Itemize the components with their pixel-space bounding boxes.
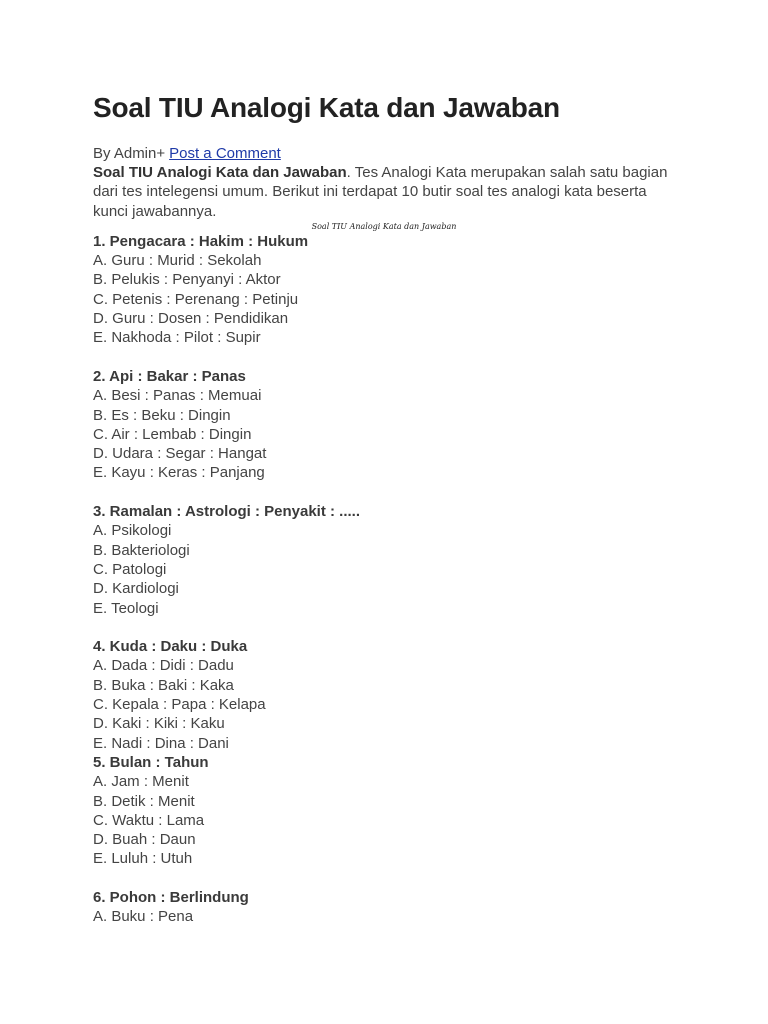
answer-option: A. Dada : Didi : Dadu: [93, 657, 234, 675]
answer-option: B. Detik : Menit: [93, 792, 195, 810]
answer-option: C. Kepala : Papa : Kelapa: [93, 696, 266, 714]
question-block: [93, 232, 675, 348]
question-title: 2. Api : Bakar : Panas: [93, 367, 246, 385]
intro-bold-title: Soal TIU Analogi Kata dan Jawaban: [93, 164, 347, 181]
answer-option: D. Guru : Dosen : Pendidikan: [93, 310, 289, 328]
intro-text: . Tes Analogi Kata merupakan salah satu bagian dari tes intelegensi umum. Berikut ini terdapat 10 butir soal tes analogi kata beserta kunci jawabannya.: [93, 164, 668, 220]
question-block: [93, 753, 675, 869]
answer-option: C. Waktu : Lama: [93, 811, 205, 829]
author-label: By Admin+: [93, 145, 166, 162]
answer-option: B. Es : Beku : Dingin: [93, 406, 231, 424]
question-title: 4. Kuda : Daku : Duka: [93, 638, 248, 656]
article-title: Soal TIU Analogi Kata dan Jawaban: [93, 92, 560, 123]
question-title: 5. Bulan : Tahun: [93, 753, 209, 771]
answer-option: B. Buka : Baki : Kaka: [93, 676, 234, 694]
question-list: [93, 232, 675, 927]
post-comment-link[interactable]: Post a Comment: [169, 145, 281, 162]
article: [93, 88, 675, 927]
answer-option: A. Psikologi: [93, 522, 172, 540]
answer-option: D. Kardiologi: [93, 580, 179, 598]
question-block: [93, 888, 675, 927]
intro-paragraph: [93, 163, 675, 221]
article-meta: [93, 144, 675, 163]
image-caption: Soal TIU Analogi Kata dan Jawaban: [311, 221, 457, 231]
answer-option: A. Buku : Pena: [93, 908, 194, 926]
spacer: [93, 483, 675, 502]
answer-option: E. Nadi : Dina : Dani: [93, 734, 229, 752]
answer-option: D. Kaki : Kiki : Kaku: [93, 715, 225, 733]
question-title: 3. Ramalan : Astrologi : Penyakit : .....: [93, 503, 361, 521]
answer-option: E. Kayu : Keras : Panjang: [93, 464, 265, 482]
spacer: [93, 618, 675, 637]
spacer: [93, 348, 675, 367]
answer-option: B. Bakteriologi: [93, 541, 190, 559]
answer-option: C. Patologi: [93, 560, 167, 578]
question-block: [93, 502, 675, 618]
answer-option: B. Pelukis : Penyanyi : Aktor: [93, 271, 281, 289]
question-block: [93, 367, 675, 483]
question-block: [93, 637, 675, 753]
answer-option: E. Nakhoda : Pilot : Supir: [93, 329, 261, 347]
answer-option: E. Teologi: [93, 599, 159, 617]
answer-option: D. Udara : Segar : Hangat: [93, 445, 267, 463]
spacer: [93, 869, 675, 888]
answer-option: E. Luluh : Utuh: [93, 850, 193, 868]
answer-option: A. Jam : Menit: [93, 773, 189, 791]
answer-option: D. Buah : Daun: [93, 831, 196, 849]
answer-option: C. Air : Lembab : Dingin: [93, 425, 252, 443]
question-title: 1. Pengacara : Hakim : Hukum: [93, 232, 309, 250]
answer-option: A. Besi : Panas : Memuai: [93, 387, 262, 405]
question-title: 6. Pohon : Berlindung: [93, 888, 249, 906]
answer-option: A. Guru : Murid : Sekolah: [93, 252, 262, 270]
answer-option: C. Petenis : Perenang : Petinju: [93, 290, 299, 308]
